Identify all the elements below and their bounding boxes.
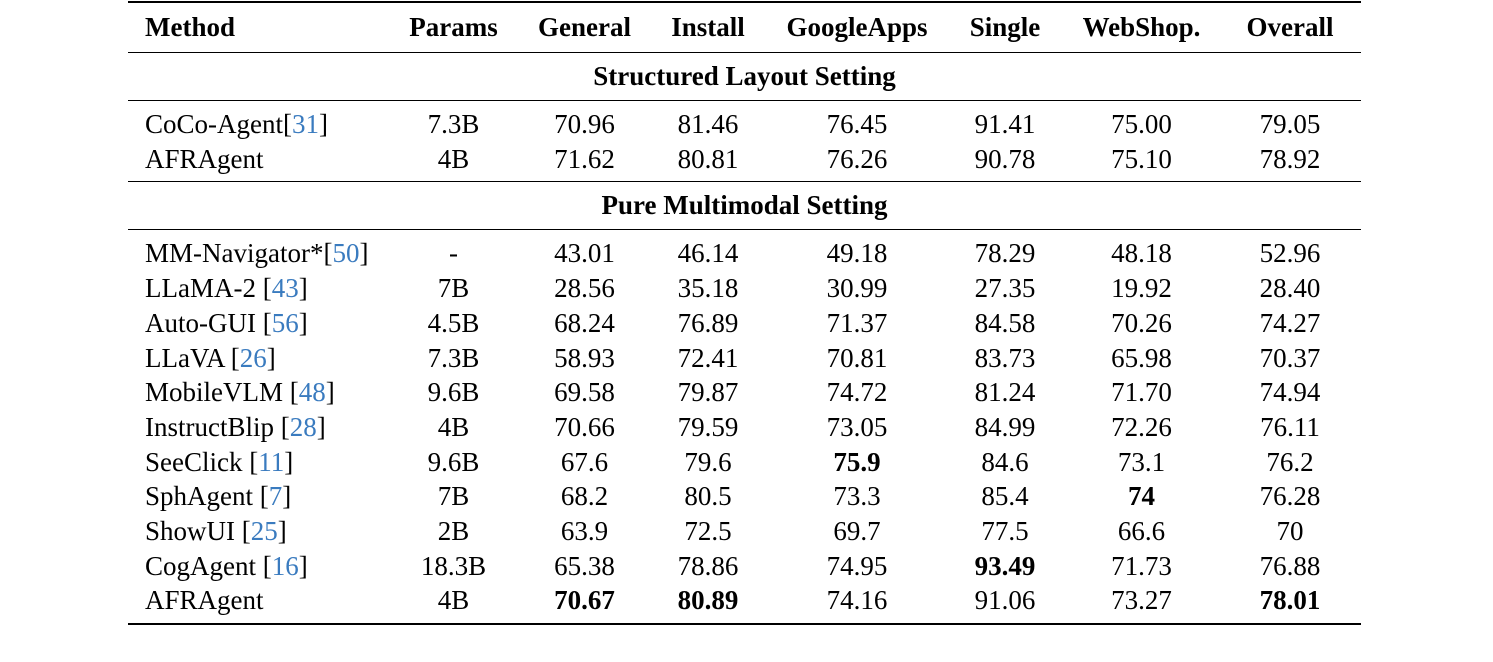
method-cite-space	[256, 308, 263, 338]
single-cell: 84.6	[981, 446, 1029, 477]
params-cell: 18.3B	[420, 550, 487, 581]
install-cell: 80.81	[648, 142, 768, 182]
webshop-cell: 72.26	[1111, 411, 1172, 442]
single-cell: 84.99	[974, 411, 1036, 442]
header-webshop: WebShop.	[1064, 2, 1219, 53]
params-cell: 7.3B	[427, 342, 480, 373]
webshop-cell: 71.73	[1111, 550, 1172, 581]
method-name: ShowUI	[145, 516, 236, 547]
single-cell: 81.24	[974, 377, 1036, 408]
method-name: AFRAgent	[145, 585, 264, 616]
single-cell: 78.29	[974, 238, 1036, 269]
params-cell: 4B	[386, 583, 521, 624]
citation-link[interactable]: 43	[271, 273, 299, 304]
install-cell: 76.89	[677, 307, 739, 338]
webshop-cell: 71.70	[1111, 377, 1172, 408]
section-header-row	[128, 182, 1361, 230]
method-name: CogAgent	[145, 550, 256, 581]
table-row	[128, 271, 1361, 306]
results-table	[128, 1, 1361, 625]
table-row	[128, 445, 1361, 480]
general-cell: 43.01	[554, 238, 615, 269]
header-googleapps: GoogleApps	[768, 2, 946, 53]
general-cell: 70.67	[521, 583, 648, 624]
install-cell: 81.46	[677, 109, 739, 139]
general-cell: 71.62	[521, 142, 648, 182]
overall-cell: 76.2	[1266, 446, 1314, 477]
install-cell: 72.5	[684, 516, 732, 547]
method-cell: InstructBlip [28]	[145, 411, 326, 442]
method-cell: LLaMA-2 [43]	[145, 273, 308, 304]
googleapps-cell: 74.16	[768, 583, 946, 624]
params-cell: 7B	[437, 481, 470, 512]
install-cell: 80.5	[684, 481, 732, 512]
table-row	[128, 341, 1361, 376]
method-cell: ShowUI [25]	[145, 516, 287, 547]
single-cell: 91.06	[946, 583, 1064, 624]
method-cell: LLaVA [26]	[145, 342, 276, 373]
params-cell: 9.6B	[427, 377, 480, 408]
params-cell: -	[449, 238, 458, 269]
googleapps-cell: 76.26	[768, 142, 946, 182]
params-cell: 4.5B	[427, 307, 480, 338]
method-name: SeeClick	[145, 446, 243, 477]
method-cell: MobileVLM [48]	[145, 377, 335, 408]
general-cell: 58.93	[554, 342, 615, 373]
webshop-cell: 73.1	[1117, 446, 1166, 477]
install-cell: 80.89	[648, 583, 768, 624]
method-cell: Auto-GUI [56]	[145, 307, 308, 338]
install-cell: 72.41	[677, 342, 739, 373]
params-cell: 2B	[437, 516, 470, 547]
googleapps-cell: 30.99	[826, 273, 888, 304]
header-install: Install	[648, 2, 768, 53]
citation-link[interactable]: 25	[250, 516, 278, 547]
results-table-container	[128, 1, 1361, 625]
table-row	[128, 583, 1361, 624]
overall-cell: 70.37	[1259, 342, 1321, 373]
method-cell	[128, 142, 386, 182]
citation-link[interactable]: 11	[258, 446, 285, 477]
method-name: Auto-GUI	[145, 307, 256, 338]
general-cell: 70.66	[554, 411, 615, 442]
install-cell: 35.18	[677, 273, 739, 304]
table-row	[128, 306, 1361, 341]
googleapps-cell: 73.05	[826, 411, 888, 442]
single-cell: 93.49	[974, 550, 1036, 581]
single-cell: 90.78	[946, 142, 1064, 182]
method-name: CoCo-Agent	[145, 109, 283, 139]
overall-cell: 28.40	[1259, 273, 1321, 304]
citation-link[interactable]: 26	[239, 342, 267, 373]
table-row	[128, 479, 1361, 514]
citation-link[interactable]: 50	[332, 238, 360, 269]
webshop-cell: 74	[1128, 481, 1155, 512]
webshop-cell: 75.10	[1064, 142, 1219, 182]
method-name: LLaMA-2	[145, 273, 256, 304]
method-name: MobileVLM	[145, 377, 283, 408]
header-row	[128, 2, 1361, 53]
method-cell: CoCo-Agent[31]	[145, 109, 328, 139]
overall-cell: 74.27	[1259, 307, 1321, 338]
webshop-cell: 48.18	[1111, 238, 1172, 269]
overall-cell: 76.11	[1260, 411, 1320, 442]
table-row	[128, 514, 1361, 549]
webshop-cell: 75.00	[1111, 109, 1172, 139]
section-title: Pure Multimodal Setting	[128, 182, 1361, 230]
overall-cell: 78.92	[1219, 142, 1361, 182]
single-cell: 83.73	[974, 342, 1036, 373]
googleapps-cell: 49.18	[826, 238, 888, 269]
googleapps-cell: 75.9	[833, 446, 881, 477]
overall-cell: 76.88	[1259, 550, 1321, 581]
table-row	[128, 549, 1361, 584]
method-name: LLaVA	[145, 342, 224, 373]
header-general: General	[521, 2, 648, 53]
params-cell: 4B	[386, 142, 521, 182]
googleapps-cell: 76.45	[826, 109, 888, 139]
single-cell: 85.4	[981, 481, 1029, 512]
single-cell: 77.5	[981, 516, 1029, 547]
general-cell: 68.24	[554, 307, 615, 338]
general-cell: 63.9	[560, 516, 609, 547]
webshop-cell: 70.26	[1111, 307, 1172, 338]
header-params: Params	[386, 2, 521, 53]
citation-link[interactable]: 56	[271, 307, 299, 338]
single-cell: 91.41	[974, 109, 1036, 139]
googleapps-cell: 73.3	[833, 481, 881, 512]
overall-cell: 79.05	[1259, 109, 1321, 139]
table-row	[128, 375, 1361, 410]
method-cite-space	[256, 273, 263, 303]
webshop-cell: 73.27	[1064, 583, 1219, 624]
table-row	[128, 142, 1361, 182]
method-cite-space	[224, 343, 231, 373]
install-cell: 46.14	[677, 238, 739, 269]
citation-link[interactable]: 31	[292, 109, 319, 139]
method-name: SphAgent	[145, 481, 253, 512]
googleapps-cell: 70.81	[826, 342, 888, 373]
overall-cell: 76.28	[1259, 481, 1321, 512]
webshop-cell: 65.98	[1111, 342, 1172, 373]
method-name: AFRAgent	[145, 143, 264, 174]
params-cell: 9.6B	[427, 446, 480, 477]
overall-cell: 74.94	[1259, 377, 1321, 408]
method-cite-space	[274, 412, 281, 442]
section-header-row	[128, 53, 1361, 101]
method-cell: MM-Navigator*[50]	[145, 238, 369, 269]
table-row	[128, 410, 1361, 445]
method-cite-space	[235, 516, 242, 546]
header-method: Method	[128, 2, 386, 53]
general-cell: 65.38	[554, 550, 615, 581]
single-cell: 27.35	[974, 273, 1036, 304]
header-single: Single	[946, 2, 1064, 53]
googleapps-cell: 74.95	[826, 550, 888, 581]
method-name: MM-Navigator*	[145, 238, 324, 269]
overall-cell: 78.01	[1219, 583, 1361, 624]
general-cell: 69.58	[554, 377, 615, 408]
method-cite-space	[283, 377, 290, 407]
params-cell: 7.3B	[427, 109, 480, 139]
method-name: InstructBlip	[145, 411, 274, 442]
citation-link[interactable]: 16	[271, 550, 299, 581]
install-cell: 79.87	[677, 377, 739, 408]
method-cell: SphAgent [7]	[145, 481, 292, 512]
header-overall: Overall	[1219, 2, 1361, 53]
method-cite-space	[253, 481, 260, 511]
install-cell: 78.86	[677, 550, 739, 581]
table-row	[128, 230, 1361, 271]
params-cell: 7B	[437, 273, 470, 304]
citation-link[interactable]: 28	[289, 411, 317, 442]
method-cell: SeeClick [11]	[145, 446, 294, 477]
single-cell: 84.58	[974, 307, 1036, 338]
params-cell: 4B	[437, 411, 470, 442]
install-cell: 79.59	[677, 411, 739, 442]
general-cell: 70.96	[554, 109, 615, 139]
general-cell: 28.56	[554, 273, 615, 304]
method-cite-space	[242, 447, 249, 477]
googleapps-cell: 71.37	[826, 307, 888, 338]
webshop-cell: 66.6	[1117, 516, 1166, 547]
overall-cell: 70	[1276, 516, 1304, 547]
citation-link[interactable]: 7	[268, 481, 283, 512]
method-cell: CogAgent [16]	[145, 550, 308, 581]
googleapps-cell: 69.7	[833, 516, 881, 547]
method-cell	[128, 583, 386, 624]
webshop-cell: 19.92	[1111, 273, 1172, 304]
method-cite-space	[256, 551, 263, 581]
general-cell: 68.2	[560, 481, 609, 512]
table-row	[128, 101, 1361, 142]
install-cell: 79.6	[684, 446, 732, 477]
citation-link[interactable]: 48	[298, 377, 326, 408]
overall-cell: 52.96	[1259, 238, 1321, 269]
section-title: Structured Layout Setting	[128, 53, 1361, 101]
general-cell: 67.6	[560, 446, 609, 477]
googleapps-cell: 74.72	[826, 377, 888, 408]
